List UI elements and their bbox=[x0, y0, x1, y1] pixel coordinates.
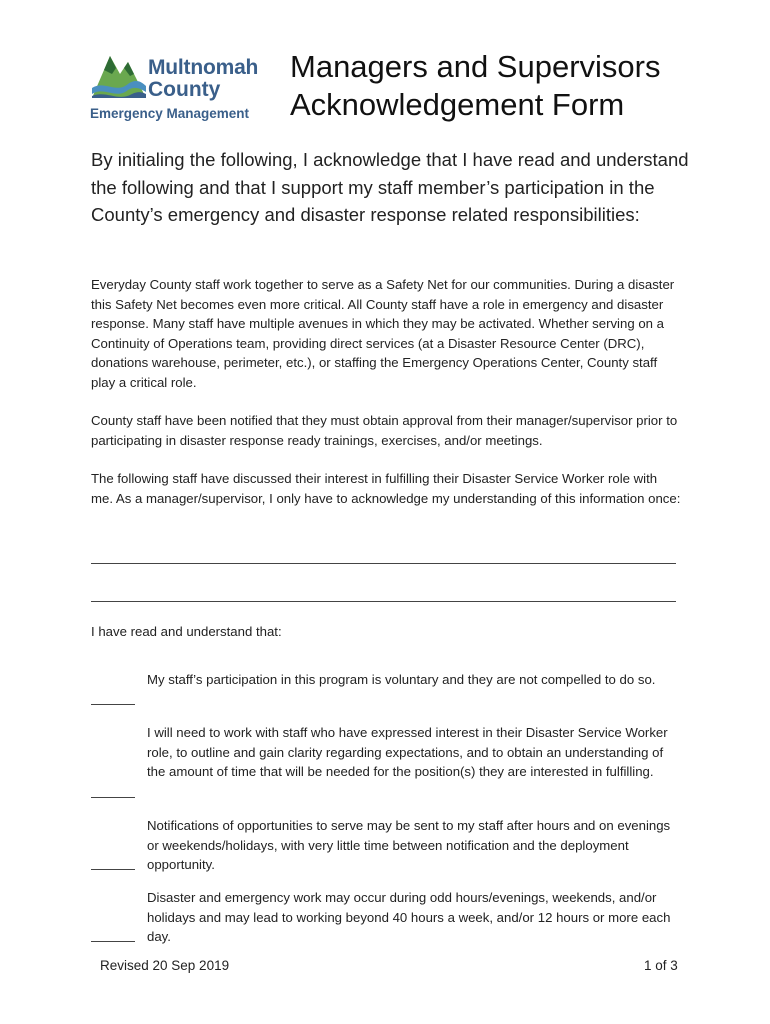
page-title bbox=[290, 48, 660, 124]
staff-interest-paragraph: The following staff have discussed their interest in fulfilling their Disaster Service Worker role with me. As a manager/supervisor, I only have to acknowledge my understanding of this information once: bbox=[91, 471, 681, 506]
initial-blank-1[interactable] bbox=[91, 704, 135, 705]
intro-statement: By initialing the following, I acknowledge that I have read and understand the following and that I support my staff member’s participation in the County’s emergency and disaster response related responsibilities: bbox=[91, 149, 689, 225]
revision-date: Revised 20 Sep 2019 bbox=[100, 958, 230, 973]
ack-item-work-with-staff: I will need to work with staff who have expressed interest in their Disaster Service Worker role, to outline and gain clarity regarding expectations, and to obtain an understanding of the amount of time that will be needed for the position(s) they are interested in fulfilling. bbox=[147, 725, 668, 780]
county-logo bbox=[90, 44, 265, 124]
initial-blank-2[interactable] bbox=[91, 797, 135, 798]
read-understand-heading: I have read and understand that: bbox=[91, 624, 282, 639]
logo-text-emergency-management: Emergency Management bbox=[90, 106, 250, 121]
page-number: 1 of 3 bbox=[644, 958, 678, 973]
mountain-river-logo-icon bbox=[90, 48, 148, 106]
ack-item-odd-hours: Disaster and emergency work may occur during odd hours/evenings, weekends, and/or holidays and may lead to working beyond 40 hours a week, and/or 12 hours or more each day. bbox=[147, 890, 671, 945]
staff-name-line-1[interactable] bbox=[91, 563, 676, 564]
title-line-2: Acknowledgement Form bbox=[290, 87, 625, 122]
initial-blank-3[interactable] bbox=[91, 869, 135, 870]
staff-name-line-2[interactable] bbox=[91, 601, 676, 602]
logo-text-county: County bbox=[148, 78, 221, 101]
ack-item-voluntary: My staff’s participation in this program is voluntary and they are not compelled to do so. bbox=[147, 672, 656, 687]
approval-paragraph: County staff have been notified that they must obtain approval from their manager/supervisor prior to participating in disaster response ready trainings, exercises, and/or meetings. bbox=[91, 413, 678, 448]
title-line-1: Managers and Supervisors bbox=[290, 49, 661, 84]
initial-blank-4[interactable] bbox=[91, 941, 135, 942]
logo-text-multnomah: Multnomah bbox=[148, 56, 259, 79]
ack-item-notifications: Notifications of opportunities to serve may be sent to my staff after hours and on evenings or weekends/holidays, with very little time between notification and the deployment opportunity. bbox=[147, 818, 671, 873]
safety-net-paragraph: Everyday County staff work together to serve as a Safety Net for our communities. During a disaster this Safety Net becomes even more critical. All County staff have a role in emergency and disaster response. Many staff have multiple avenues in which they may be activated. Whether serving on a Continuity of Operations team, providing direct services (at a Disaster Resource Center (DRC), donations warehouse, perimeter, etc.), or staffing the Emergency Operations Center, County staff play a critical role. bbox=[91, 277, 675, 390]
